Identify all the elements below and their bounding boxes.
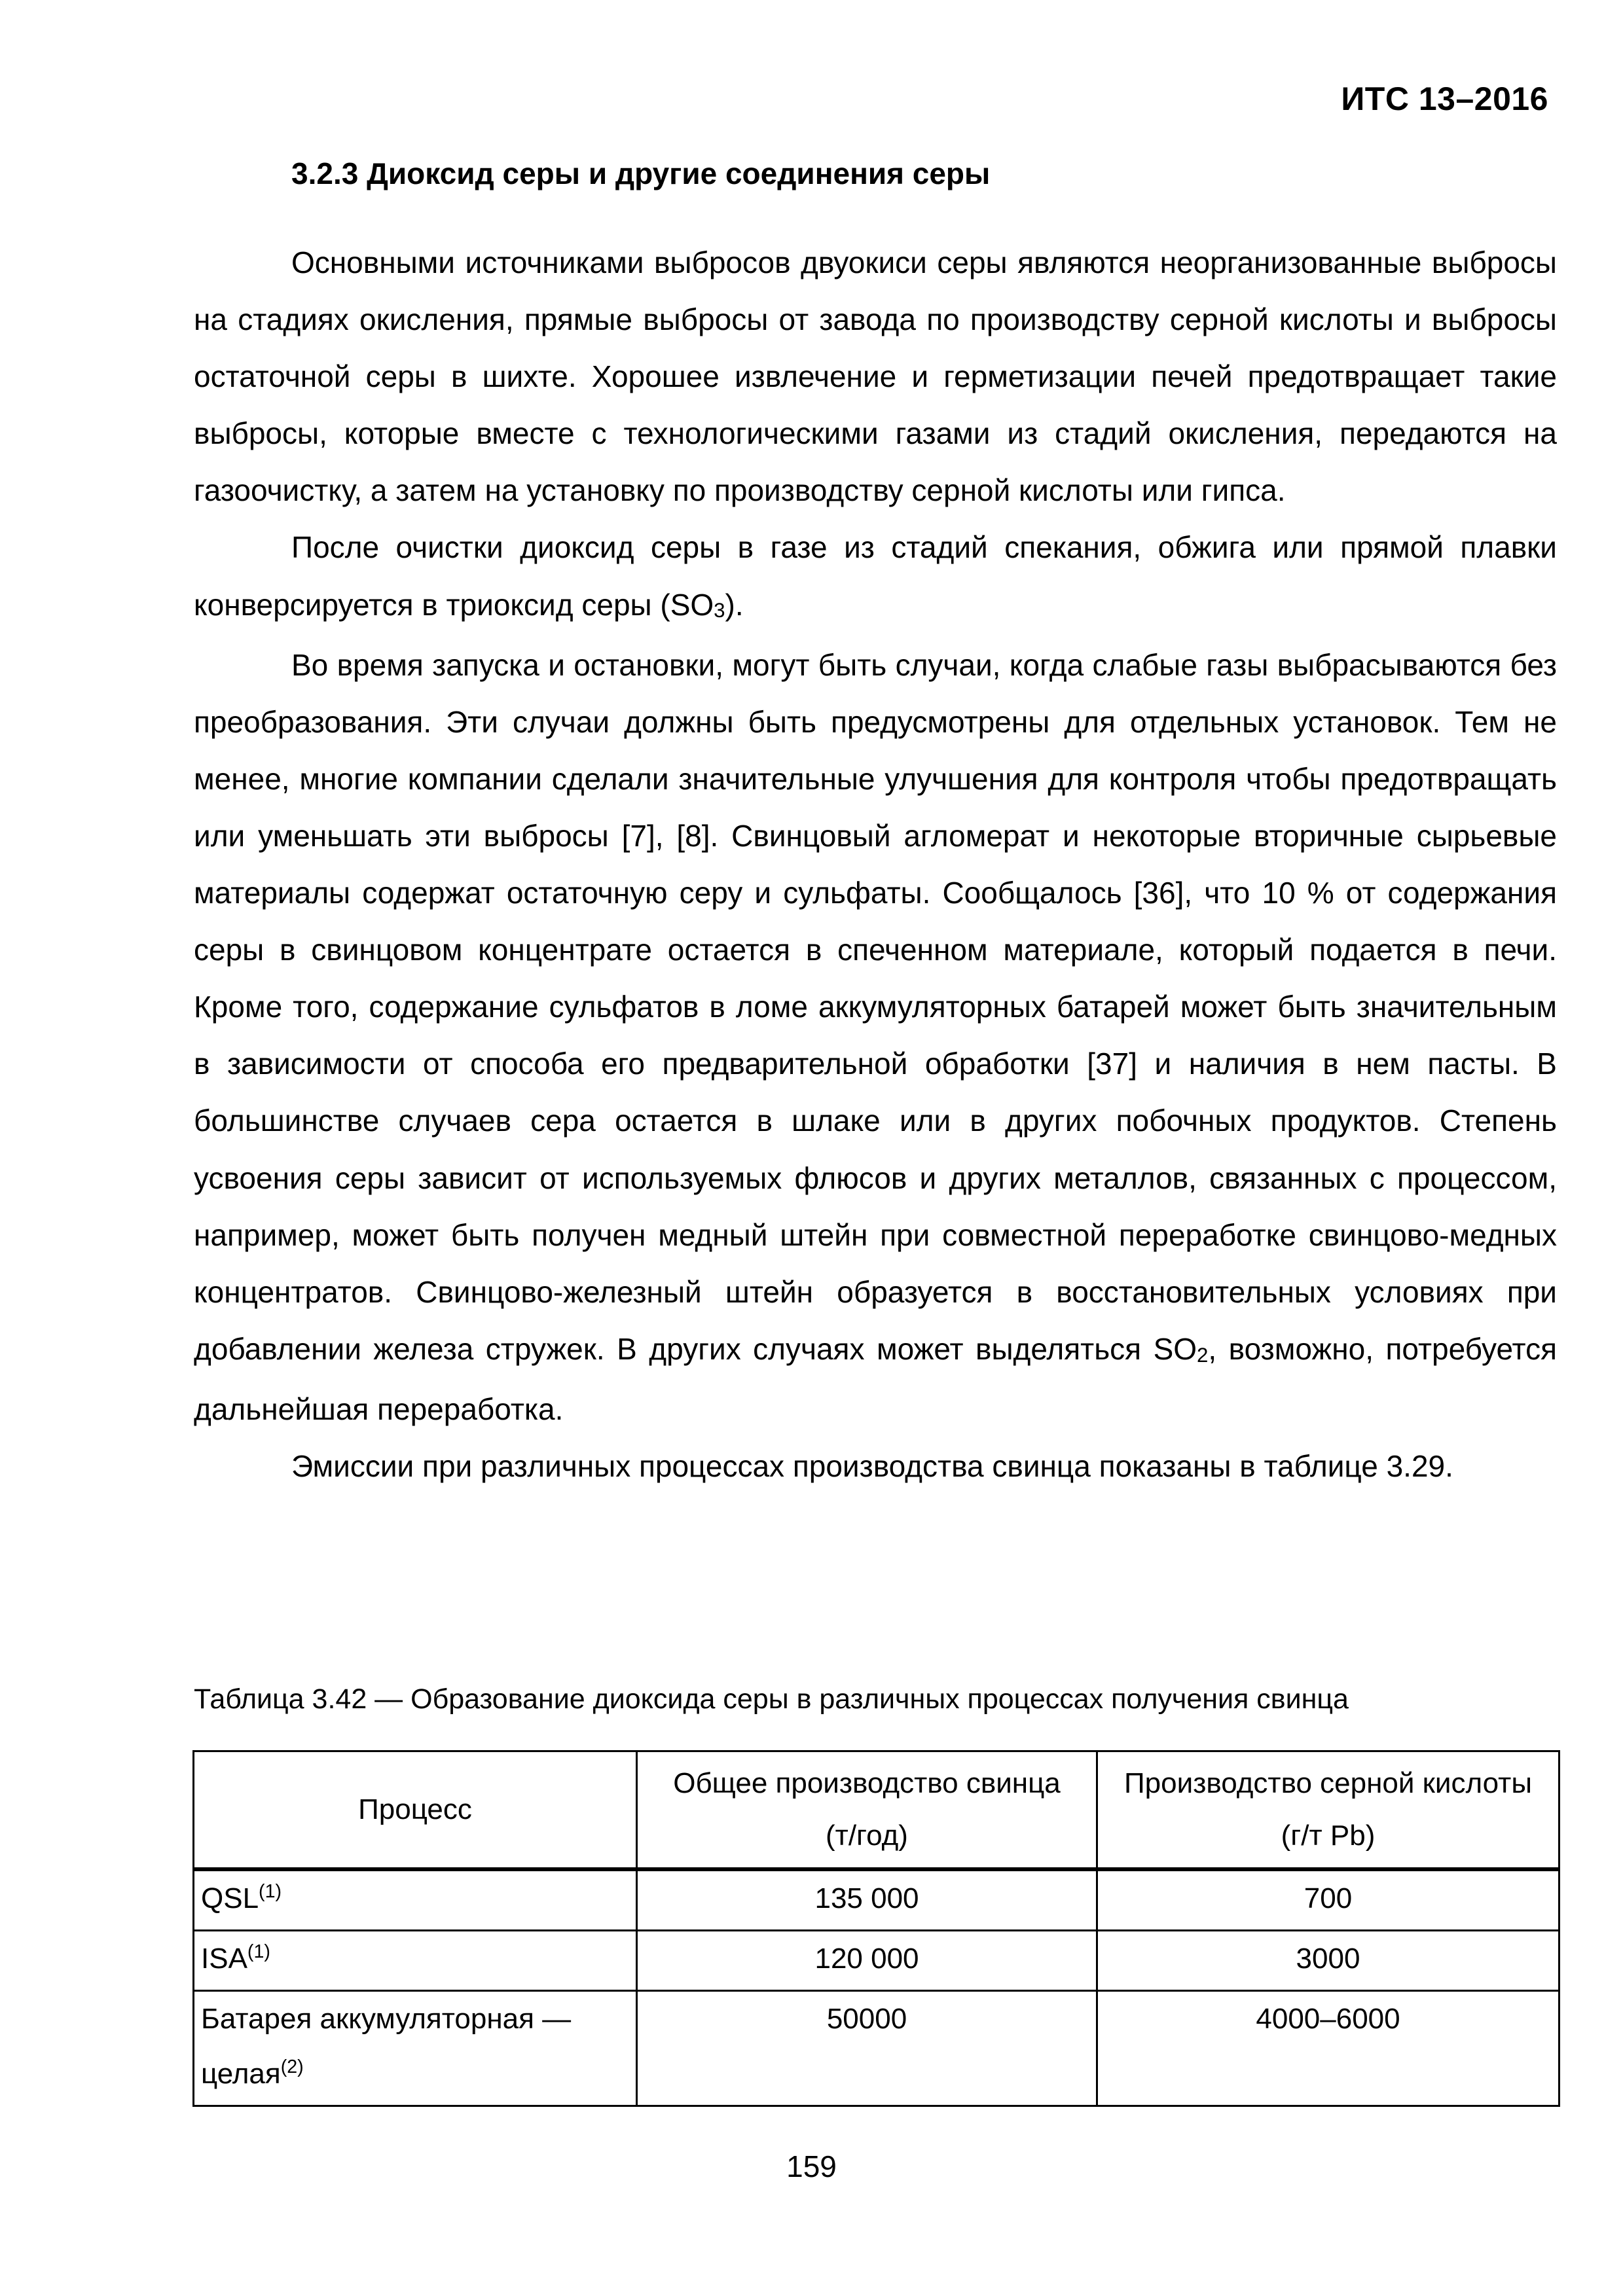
document-code: ИТС 13–2016 <box>1341 81 1548 117</box>
emissions-table <box>192 1750 1560 2107</box>
table-row <box>194 1991 1559 2106</box>
cell-acid: 3000 <box>1097 1931 1559 1991</box>
header-lead-production: Общее производство свинца (т/год) <box>637 1751 1097 1870</box>
paragraph-3: Во время запуска и остановки, могут быть случаи, когда слабые газы выбрасываются без преобразования. Эти случаи должны быть предусмотрены для отдельных установок. Тем не менее, многие компании сделали значительные улучшения для контроля чтобы предотвращать или уменьшать эти выбросы [7], [8]. Свинцовый агломерат и некоторые вторичные сырьевые материалы содержат остаточную серу и сульфаты. Сообщалось [36], что 10 % от содержания серы в свинцовом концентрате остается в спеченном материале, который подается в печи. Кроме того, содержание сульфатов в ломе аккумуляторных батарей может быть значительным в зависимости от способа его предварительной обработки [37] и наличия в нем пасты. В большинстве случаев сера остается в шлаке или в других побочных продуктов. Степень усвоения серы зависит от используемых флюсов и других металлов, связанных с процессом, например, может быть получен медный штейн при совместной переработке свинцово-медных концентратов. Свинцово-железный штейн образуется в восстановительных условиях при добавлении железа стружек. В других случаях может выделяться $SO_2$, возможно, потребуется дальнейшая переработка. <box>194 647 1557 1426</box>
subscript: 2 <box>1197 1343 1209 1367</box>
cell-process: Батарея аккумуляторная — целая$^{(2)}$ <box>194 1991 637 2106</box>
cell-process: ISA$^{(1)}$ <box>194 1931 637 1991</box>
table-caption: Таблица 3.42 — Образование диоксида серы в различных процессах получения свинца <box>194 1683 1349 1715</box>
cell-lead: 120 000 <box>637 1931 1097 1991</box>
table-row <box>194 1869 1559 1931</box>
footnote-ref: (1) <box>259 1881 282 1903</box>
footnote-ref: (2) <box>280 2056 304 2078</box>
cell-lead: 50000 <box>637 1991 1097 2106</box>
table-header-row <box>194 1751 1559 1870</box>
subscript: 3 <box>714 599 725 622</box>
section-heading: 3.2.3 Диоксид серы и другие соединения серы <box>291 156 991 190</box>
paragraph-2: После очистки диоксид серы в газе из стадий спекания, обжига или прямой плавки конверсируется в триоксид серы $(SO_3)$. <box>194 530 1557 622</box>
cell-lead: 135 000 <box>637 1869 1097 1931</box>
paragraph-1: Основными источниками выбросов двуокиси серы являются неорганизованные выбросы на стадиях окисления, прямые выбросы от завода по производству серной кислоты и выбросы остаточной серы в шихте. Хорошее извлечение и герметизации печей предотвращает такие выбросы, которые вместе с технологическими газами из стадий окисления, передаются на газоочистку, а затем на установку по производству серной кислоты или гипса. <box>194 245 1557 508</box>
page-number: 159 <box>786 2149 837 2183</box>
cell-process: QSL$^{(1)}$ <box>194 1869 637 1931</box>
table-row <box>194 1931 1559 1991</box>
body-text <box>194 234 1557 1495</box>
paragraph-4: Эмиссии при различных процессах производства свинца показаны в таблице 3.29. <box>291 1448 1453 1483</box>
header-process: Процесс <box>194 1751 637 1870</box>
cell-acid: 700 <box>1097 1869 1559 1931</box>
header-acid-production: Производство серной кислоты (г/т Pb) <box>1097 1751 1559 1870</box>
footnote-ref: (1) <box>247 1941 270 1963</box>
cell-acid: 4000–6000 <box>1097 1991 1559 2106</box>
